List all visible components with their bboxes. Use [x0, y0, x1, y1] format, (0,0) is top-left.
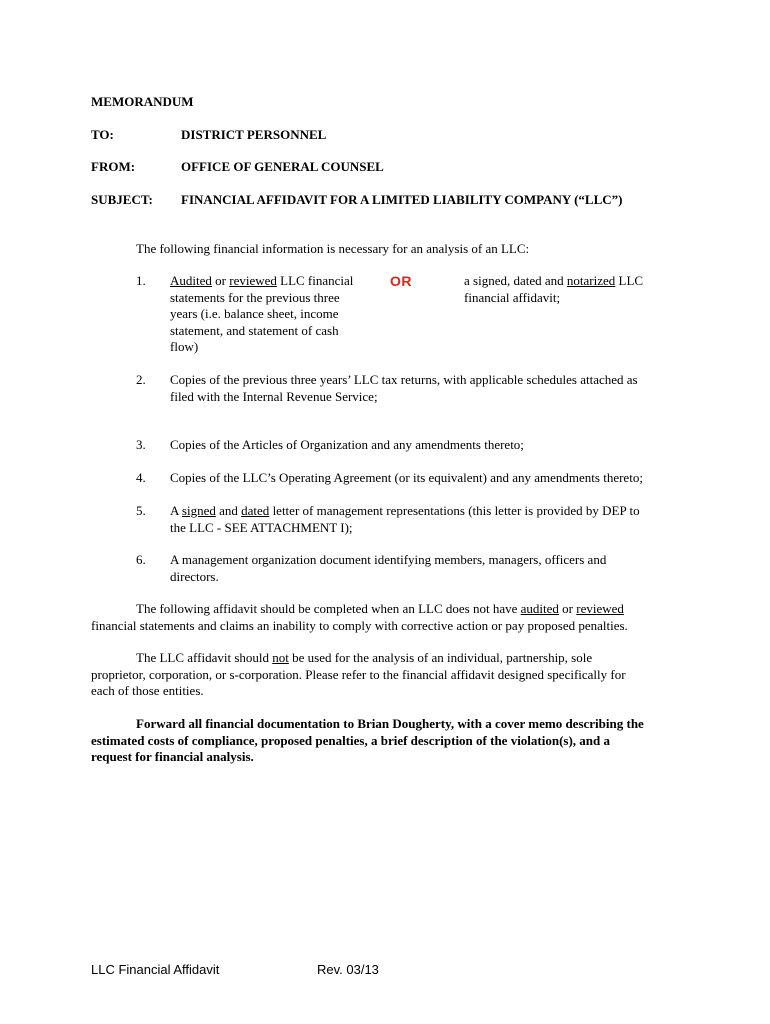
para-1-lead: The following affidavit should be completed when an LLC does not have — [136, 601, 521, 616]
item-1-right-lead: a signed, dated and — [464, 273, 567, 288]
item-2-line-2: filed with the Internal Revenue Service; — [170, 388, 378, 404]
paragraph-affidavit-usage — [91, 601, 701, 634]
item-6-number: 6. — [136, 552, 146, 567]
item-5-connector: and — [215, 503, 242, 518]
item-1-left-line-5: flow) — [170, 339, 199, 355]
signed-word: signed — [181, 503, 216, 518]
footer-title: LLC Financial Affidavit — [91, 962, 220, 977]
paragraph-affidavit-restriction — [91, 650, 701, 700]
item-6-text — [170, 552, 730, 585]
item-6-line-1: A management organization document identifying members, managers, officers and — [170, 552, 607, 567]
para-2-tail: be used for the analysis of an individual, partnership, sole — [288, 650, 593, 665]
para-1-reviewed-word: reviewed — [576, 601, 624, 616]
item-1-left-line-3: years (i.e. balance sheet, income — [170, 306, 339, 322]
para-3-line-1: Forward all financial documentation to Brian Dougherty, with a cover memo describing the — [136, 716, 644, 731]
item-5-text — [170, 503, 730, 536]
subject-label: SUBJECT: — [91, 192, 153, 207]
dated-word: dated — [241, 503, 270, 518]
item-1-left-tail: LLC financial — [276, 273, 354, 288]
audited-word: Audited — [170, 273, 212, 288]
to-label: TO: — [91, 127, 114, 142]
subject-value: FINANCIAL AFFIDAVIT FOR A LIMITED LIABILITY COMPANY (“LLC”) — [181, 192, 623, 207]
item-1-left-connector: or — [211, 273, 230, 288]
item-1-right-text — [464, 273, 694, 306]
item-3-line-1: Copies of the Articles of Organization and any amendments thereto; — [170, 437, 524, 452]
para-3-line-2: estimated costs of compliance, proposed penalties, a brief description of the violation(s), and a — [91, 732, 611, 748]
para-1-line-2: financial statements and claims an inability to comply with corrective action or pay proposed penalties. — [91, 617, 628, 633]
item-2-line-1: Copies of the previous three years’ LLC tax returns, with applicable schedules attached as — [170, 372, 638, 387]
memo-heading: MEMORANDUM — [91, 94, 194, 109]
para-1-connector: or — [558, 601, 577, 616]
item-1-left-line-1 — [170, 273, 380, 290]
para-2-line-3: each of those entities. — [91, 683, 204, 699]
paragraph-forwarding-instructions — [91, 716, 711, 766]
item-4-line-1: Copies of the LLC’s Operating Agreement (or its equivalent) and any amendments thereto; — [170, 470, 643, 485]
item-1-right-tail: LLC — [615, 273, 644, 288]
item-5-line-1 — [170, 503, 730, 520]
from-label: FROM: — [91, 159, 136, 174]
to-value: DISTRICT PERSONNEL — [181, 127, 327, 142]
footer-revision: Rev. 03/13 — [317, 962, 379, 977]
para-2-line-1 — [91, 650, 701, 667]
or-separator: OR — [390, 273, 412, 289]
item-6-line-2: directors. — [170, 568, 219, 584]
item-1-left-line-4: statement, and statement of cash — [170, 322, 339, 338]
item-5-line-2: the LLC - SEE ATTACHMENT I); — [170, 519, 353, 535]
item-5-tail: letter of management representations (this letter is provided by DEP to — [269, 503, 640, 518]
not-word: not — [272, 650, 289, 665]
item-2-number: 2. — [136, 372, 146, 387]
intro-text: The following financial information is necessary for an analysis of an LLC: — [136, 241, 530, 256]
para-3-line-3: request for financial analysis. — [91, 749, 254, 765]
item-1-left-text — [170, 273, 380, 356]
item-1-right-line-1 — [464, 273, 694, 290]
para-2-lead: The LLC affidavit should — [136, 650, 273, 665]
item-2-text — [170, 372, 730, 405]
item-1-right-line-2: financial affidavit; — [464, 289, 561, 305]
item-5-lead: A — [170, 503, 182, 518]
reviewed-word: reviewed — [229, 273, 277, 288]
item-4-number: 4. — [136, 470, 146, 485]
from-value: OFFICE OF GENERAL COUNSEL — [181, 159, 384, 174]
item-1-left-line-2: statements for the previous three — [170, 289, 340, 305]
item-3-number: 3. — [136, 437, 146, 452]
notarized-word: notarized — [566, 273, 616, 288]
item-5-number: 5. — [136, 503, 146, 518]
item-1-number: 1. — [136, 273, 146, 288]
para-2-line-2: proprietor, corporation, or s-corporation. Please refer to the financial affidavit designed specifically for — [91, 666, 626, 682]
para-1-line-1 — [91, 601, 701, 618]
para-1-audited-word: audited — [520, 601, 559, 616]
